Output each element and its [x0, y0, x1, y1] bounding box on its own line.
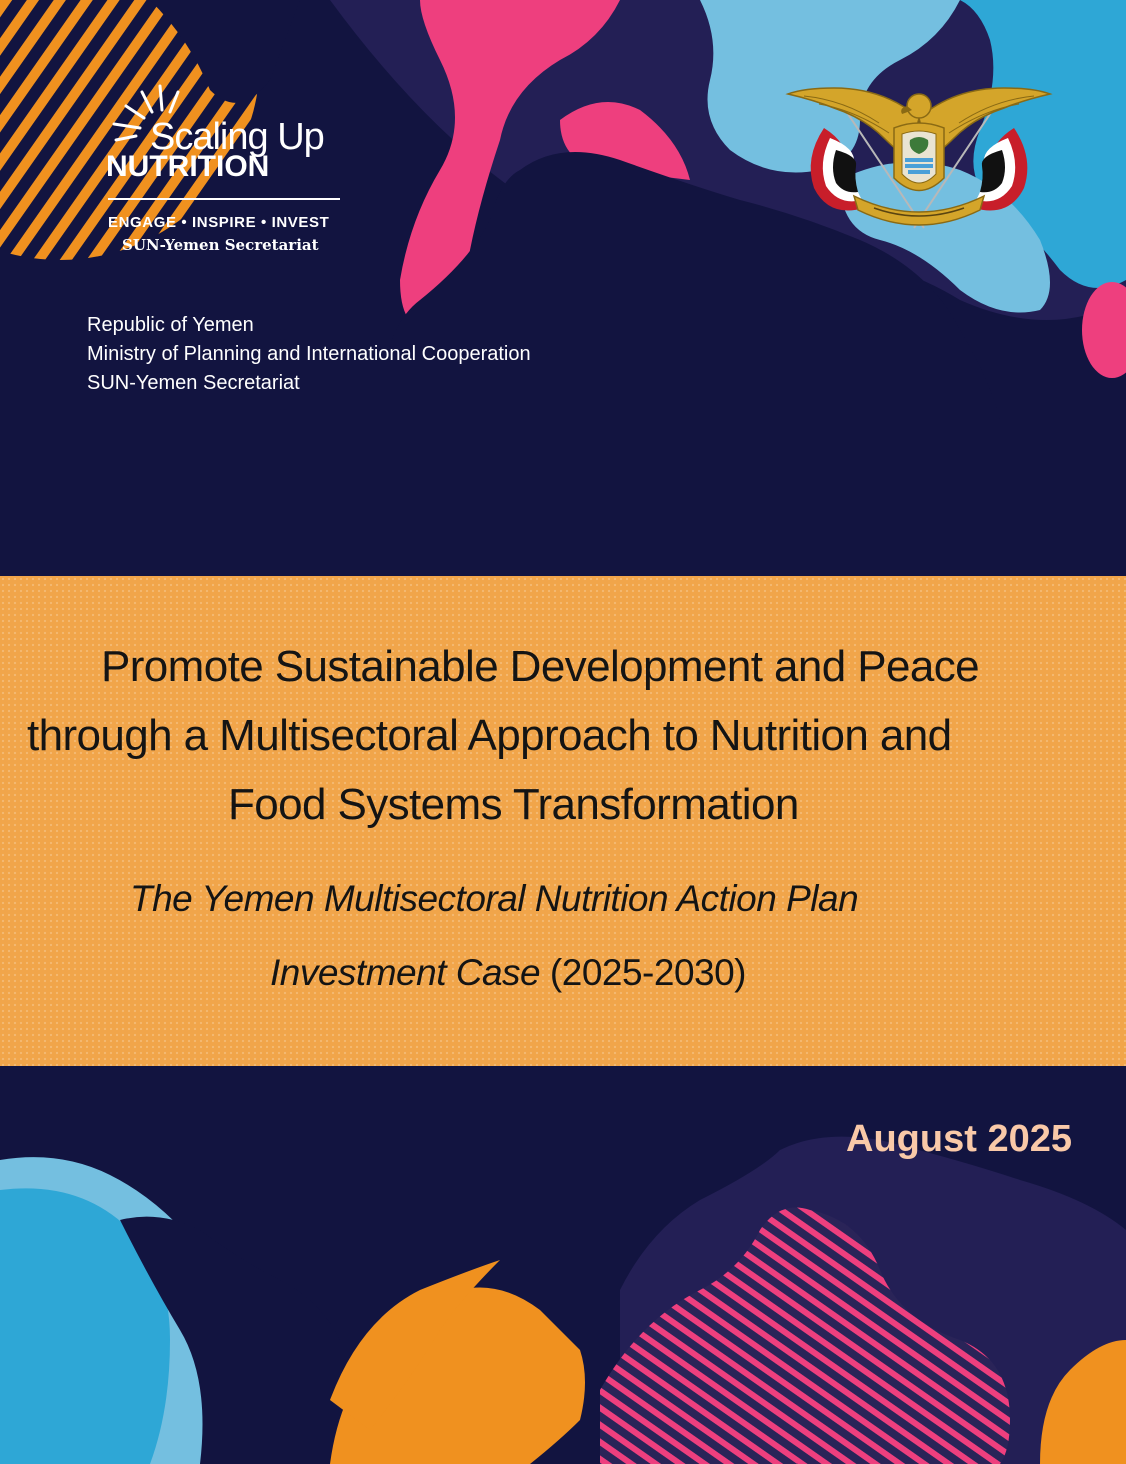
subtitle-line-2: [270, 952, 746, 994]
logo-nutrition: NUTRITION: [106, 150, 270, 183]
org-republic: Republic of Yemen: [87, 314, 254, 336]
subtitle-line-1: [130, 878, 858, 920]
org-ministry: Ministry of Planning and International Cooperation: [87, 343, 531, 365]
organization-block: [87, 311, 531, 398]
title-line-2: through a Multisectoral Approach to Nutrition and: [27, 711, 952, 760]
logo-divider: [108, 198, 340, 200]
title-line-3: Food Systems Transformation: [228, 780, 799, 829]
logo-tagline: ENGAGE • INSPIRE • INVEST: [108, 214, 330, 231]
subtitle-years: (2025-2030): [549, 952, 747, 993]
title-line-1: Promote Sustainable Development and Peace: [101, 642, 979, 691]
subtitle-investment-case: Investment Case: [270, 952, 541, 993]
publication-date: August 2025: [846, 1118, 1072, 1160]
logo-scaling-up: Scaling Up: [150, 116, 324, 158]
subtitle-plan: The Yemen Multisectoral Nutrition Action Plan: [130, 878, 859, 919]
org-secretariat: SUN-Yemen Secretariat: [87, 372, 300, 394]
sun-logo: [100, 80, 360, 270]
logo-secretariat: SUN-Yemen Secretariat: [122, 236, 319, 254]
yemen-eagle-emblem: [784, 78, 1054, 238]
